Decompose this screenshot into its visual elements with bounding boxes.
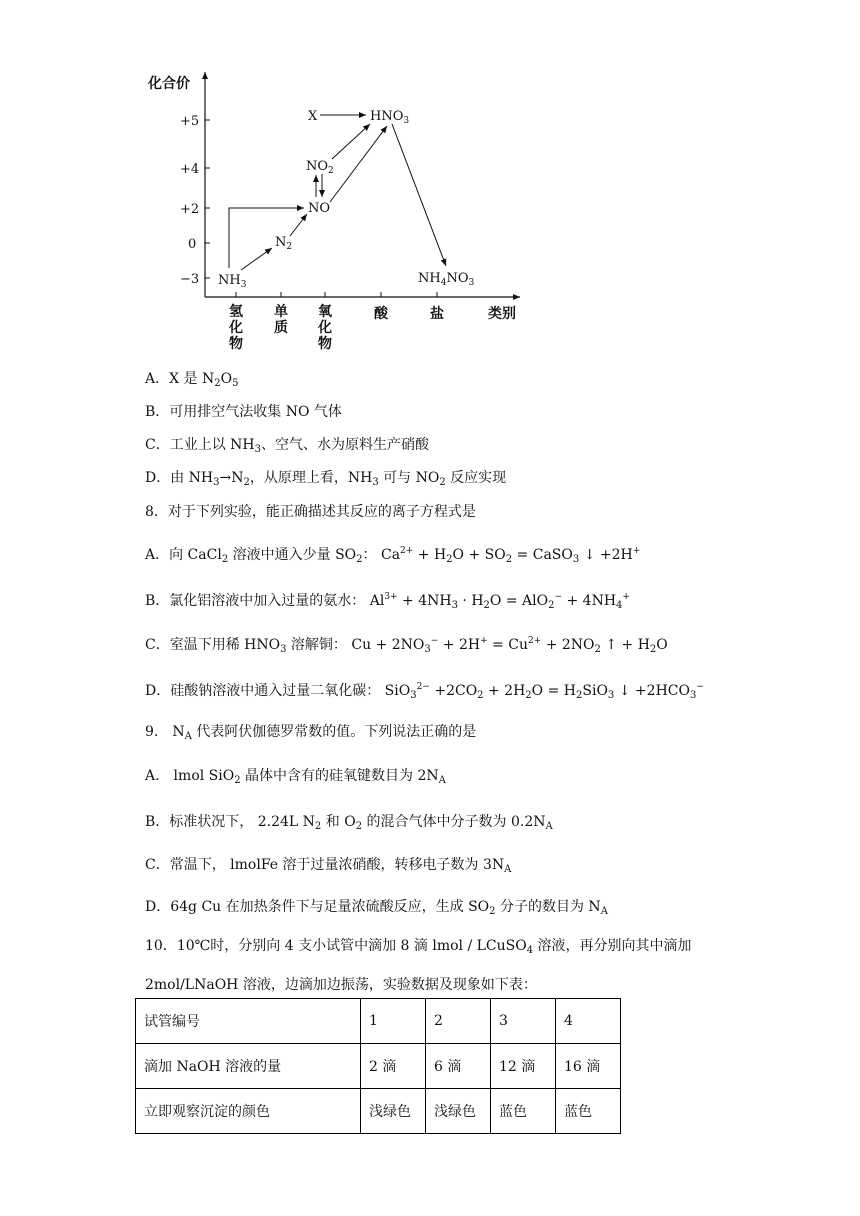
- species-no: NO: [308, 201, 331, 216]
- table-cell: 12 滴: [491, 1044, 556, 1089]
- q8-option-d: D．硅酸钠溶液中通入过量二氧化碳： $SiO_3^{2-} +2CO_2 + 2H_2O = H_2SiO_3$ ↓ $+2HCO_3^-$: [145, 682, 704, 701]
- category-oxide: 氧化物: [318, 304, 332, 352]
- q8-option-b: B．氯化铝溶液中加入过量的氨水： $Al^{3+} + 4NH_3 \cdot H_2O = AlO_2^- + 4NH_4^+$: [145, 592, 630, 611]
- table-cell: 试管编号: [136, 999, 361, 1044]
- q9-stem: 9． $N_A$ 代表阿伏伽德罗常数的值。下列说法正确的是: [145, 724, 477, 742]
- q7-option-c: C．工业上以 $NH_3$、空气、水为原料生产硝酸: [145, 437, 429, 455]
- table-row: [136, 999, 621, 1044]
- tick-plus5: +5: [180, 114, 200, 129]
- arrow-no2-to-hno3: [332, 124, 370, 159]
- table-cell: 1: [361, 999, 426, 1044]
- q9-option-a: A． lmol SiO$_2$ 晶体中含有的硅氧键数目为 $2N_A$: [145, 768, 446, 786]
- q10-stem-line1: 10．10℃时，分别向 4 支小试管中滴加 8 滴 lmol / LCuSO$_4$ 溶液，再分别向其中滴加: [145, 938, 692, 956]
- category-acid: 酸: [374, 306, 388, 322]
- species-no2: $NO_2$: [306, 159, 334, 176]
- q7-option-a: A．X 是 $N_2O_5$: [145, 371, 239, 389]
- table-cell: 浅绿色: [361, 1089, 426, 1134]
- q10-stem-line2: 2mol/LNaOH 溶液，边滴加边振荡，实验数据及现象如下表：: [145, 977, 537, 993]
- species-nh4no3: $NH_4NO_3$: [418, 271, 475, 288]
- arrow-hno3-to-nh4no3: [392, 124, 446, 266]
- category-salt: 盐: [430, 306, 444, 322]
- table-cell: 3: [491, 999, 556, 1044]
- table-cell: 6 滴: [426, 1044, 491, 1089]
- species-n2: $N_2$: [275, 235, 293, 252]
- table-cell: 16 滴: [556, 1044, 621, 1089]
- nitrogen-valence-diagram: [140, 62, 540, 357]
- q9-option-c: C．常温下， lmolFe 溶于过量浓硝酸，转移电子数为 $3N_A$: [145, 857, 512, 875]
- q7-option-b: B．可用排空气法收集 NO 气体: [145, 404, 342, 420]
- category-element: 单质: [274, 304, 288, 336]
- tick-minus3: −3: [180, 272, 200, 287]
- tick-zero: 0: [188, 237, 197, 252]
- table-cell: 蓝色: [491, 1089, 556, 1134]
- tick-plus4: +4: [180, 162, 200, 177]
- table-cell: 浅绿色: [426, 1089, 491, 1134]
- experiment-table: [135, 998, 621, 1134]
- arrow-nh3-to-no: [229, 208, 304, 268]
- table-cell: 立即观察沉淀的颜色: [136, 1089, 361, 1134]
- arrow-no-to-hno3: [330, 126, 387, 202]
- tick-plus2: +2: [180, 202, 200, 217]
- table-cell: 滴加 NaOH 溶液的量: [136, 1044, 361, 1089]
- table-row: [136, 1044, 621, 1089]
- q9-option-b: B．标准状况下， 2.24L $N_2$ 和 $O_2$ 的混合气体中分子数为 $0.2N_A$: [145, 814, 553, 832]
- arrow-n2-to-no: [290, 214, 307, 236]
- y-axis-label: 化合价: [148, 76, 190, 92]
- arrow-nh3-to-n2: [241, 248, 272, 270]
- x-axis-label: 类别: [488, 306, 516, 322]
- species-x: X: [308, 109, 318, 124]
- table-cell: 4: [556, 999, 621, 1044]
- q8-option-c: C．室温下用稀 $HNO_3$ 溶解铜： $Cu + 2NO_3^- + 2H^+ = Cu^{2+} + 2NO_2$ ↑ + $H_2O$: [145, 636, 668, 655]
- category-hydride: 氢化物: [229, 304, 243, 352]
- species-nh3: $NH_3$: [218, 273, 247, 290]
- q8-option-a: A．向 CaCl$_2$ 溶液中通入少量 $SO_2$： $Ca^{2+} + H_2O + SO_2$ = CaSO$_3$ ↓ +2H+: [145, 546, 641, 565]
- table-cell: 蓝色: [556, 1089, 621, 1134]
- table-cell: 2 滴: [361, 1044, 426, 1089]
- table-cell: 2: [426, 999, 491, 1044]
- q9-option-d: D．64g Cu 在加热条件下与足量浓硫酸反应，生成 $SO_2$ 分子的数目为 $N_A$: [145, 899, 608, 917]
- table-row: [136, 1089, 621, 1134]
- species-hno3: $HNO_3$: [370, 109, 410, 126]
- q7-option-d: D．由 $NH_3\to N_2$，从原理上看，$NH_3$ 可与 $NO_2$ 反应实现: [145, 470, 507, 488]
- q8-stem: 8．对于下列实验，能正确描述其反应的离子方程式是: [145, 504, 476, 520]
- x-categories: [228, 292, 444, 352]
